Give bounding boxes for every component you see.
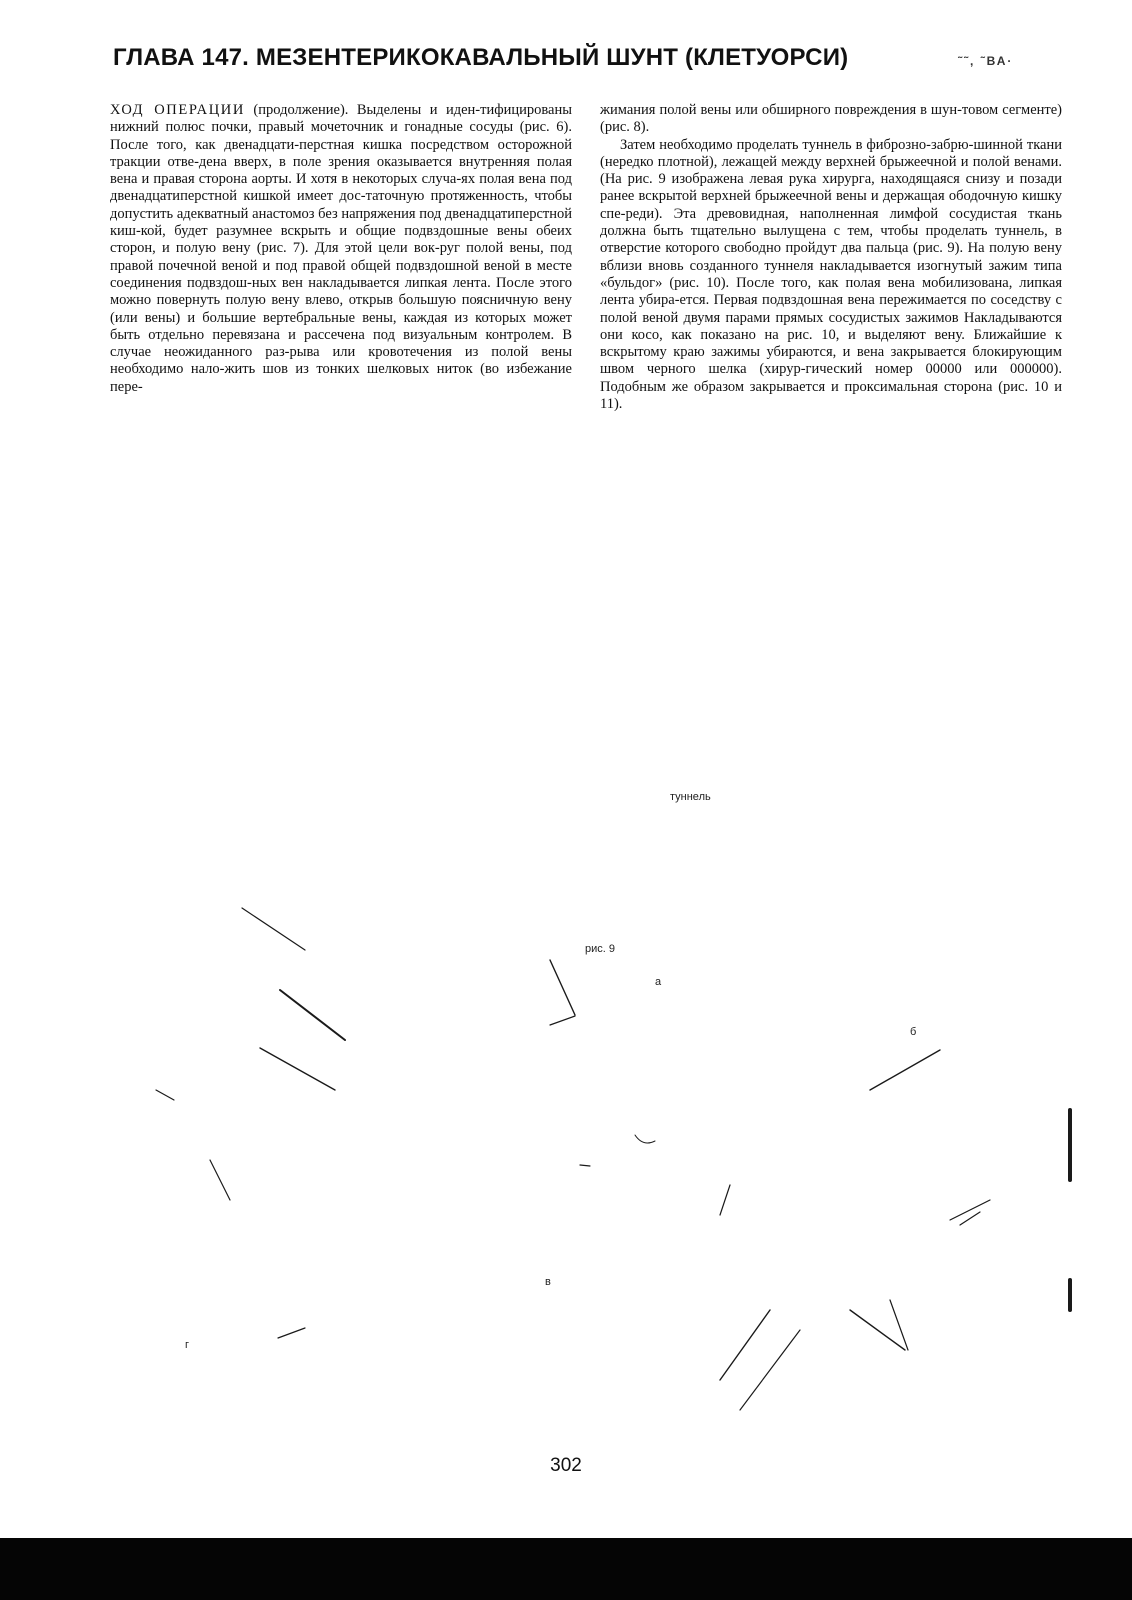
sketch-line (870, 1050, 940, 1090)
sketch-line (550, 960, 575, 1015)
figure-label: б (910, 1026, 917, 1038)
left-paragraph (110, 102, 572, 396)
sketch-line (890, 1300, 908, 1350)
sketch-line (260, 1048, 335, 1090)
sketch-line (720, 1185, 730, 1215)
surgical-illustration (130, 790, 1110, 1510)
section-lead: ХОД ОПЕРАЦИИ (110, 102, 245, 118)
page-number: 302 (550, 1455, 582, 1476)
sketch-line (720, 1310, 770, 1380)
illustration-svg (130, 790, 1110, 1510)
scan-edge-bar (0, 1538, 1132, 1600)
sketch-line (242, 908, 305, 950)
sketch-line (740, 1330, 800, 1410)
sketch-line (550, 1016, 575, 1025)
figure-label: туннель (670, 791, 711, 803)
sketch-line (278, 1328, 305, 1338)
figure-labels (185, 791, 916, 1351)
figure-label: а (655, 976, 662, 988)
sketch-line (210, 1160, 230, 1200)
right-paragraph-main: Затем необходимо проделать туннель в фиброзно-забрю-шинной ткани (нередко плотной), лежащей между верхней брыжеечной и полой венами. (На рис. 9 изображена левая рука хирурга, находящаяся снизу и позади ранее вскрытой верхней брыжеечной вены и держащая ободочную кишку спе-реди). Эта древовидная, наполненная лимфой сосудистая ткань должна быть тщательно вылущена с тем, чтобы проделать туннель, в отверстие которого свободно пройдут два пальца (рис. 9). На полую вену вблизи вновь созданного туннеля накладывается изогнутый зажим типа «бульдог» (рис. 10). После того, как полая вена мобилизована, липкая лента убира-ется. Первая подвздошная вена пережимается по соседству с полой веной двумя парами прямых сосудистых зажимов Накладываются они косо, как показано на рис. 10, и выделяют вену. Ближайшие к вскрытому краю зажимы убираются, и вена закрывается блокирующим швом черного шелка (хирур-гический номер 00000 или 000000). Подобным же образом закрывается и проксимальная сторона (рис. 10 и 11). (600, 136, 1062, 413)
sketch-line (580, 1165, 590, 1166)
sketch-line (850, 1310, 905, 1350)
left-text-column (110, 102, 572, 396)
figure-label: г (185, 1339, 190, 1351)
sketch-line (280, 990, 345, 1040)
left-paragraph-text: (продолжение). Выделены и иден-тифицированы нижний полюс почки, правый мочеточник и гонадные сосуды (рис. 6). После того, как двенадцати-перстная кишка посредством осторожной тракции отве-дена вверх, в поле зрения оказывается внутренняя полая вена и правая сторона аорты. И хотя в некоторых случа-ях полая вена под двенадцатиперстной кишкой имеет дос-таточную протяженность, чтобы допустить адекватный анастомоз без напряжения под двенадцатиперстной киш-кой, будет разумнее вскрыть и общие подвздошные вены обеих сторон, и полую вену (рис. 7). Для этой цели вок-руг полой вены, под правой почечной веной и под правой общей подвздошной веной в месте соединения подвздош-ных вен накладывается липкая лента. После этого можно повернуть полую вену влево, открыв большую поясничную вену (или вены) и большие вертебральные вены, каждая из которых может быть отдельно перевязана и рассечена под визуальным контролем. В случае неожиданного раз-рыва или кровотечения из полой вены необходимо нало-жить шов из тонких шелковых ниток (во избежание пере- (110, 102, 572, 395)
figure-label: в (545, 1276, 551, 1288)
right-text-column (600, 102, 1062, 413)
sketch-curve (635, 1135, 655, 1143)
chapter-title: ГЛАВА 147. МЕЗЕНТЕРИКОКАВАЛЬНЫЙ ШУНТ (КЛЕТУОРСИ) (113, 44, 849, 71)
sketch-line (950, 1200, 990, 1220)
illustration-strokes (156, 908, 1070, 1410)
right-paragraph-continuation: жимания полой вены или обширного повреждения в шун-товом сегменте) (рис. 8). (600, 102, 1062, 136)
header-corner-mark: ˜˜, ˜ВА· (958, 54, 1014, 68)
sketch-line (156, 1090, 174, 1100)
figure-label: рис. 9 (585, 943, 615, 955)
